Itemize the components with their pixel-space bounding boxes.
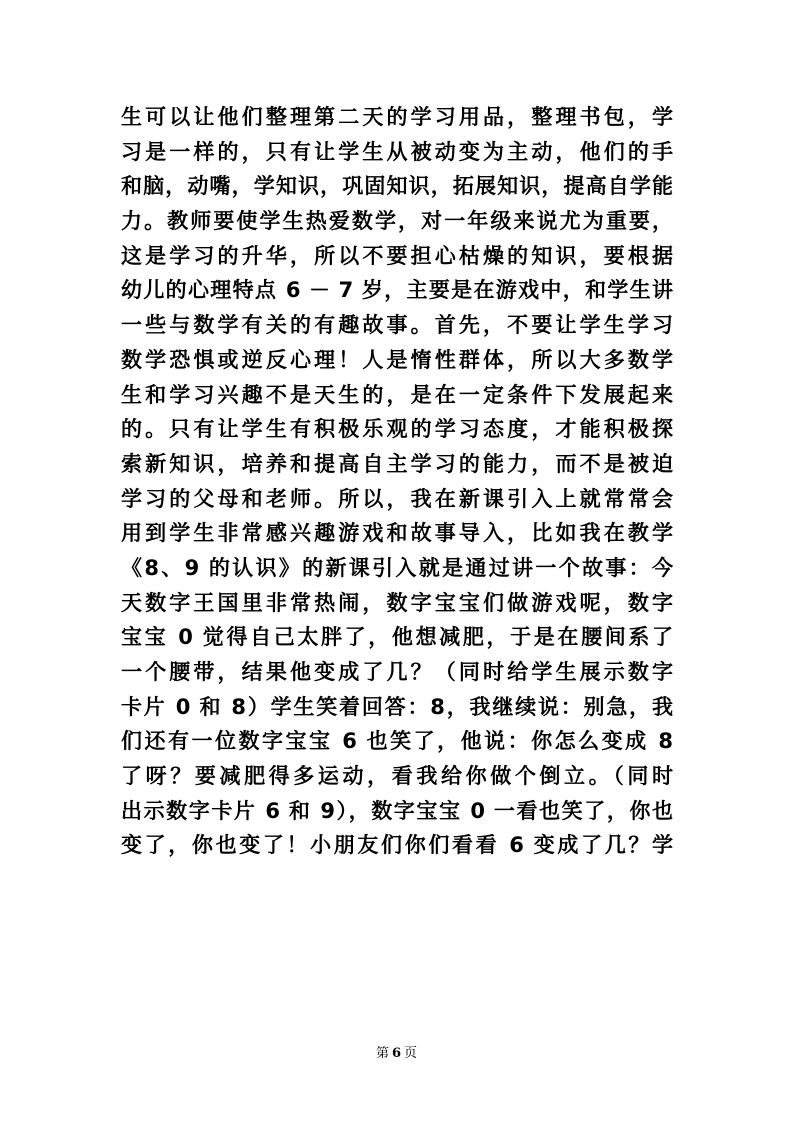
text-line: 一些与数学有关的有趣故事。首先，不要让学生学习 — [121, 313, 673, 338]
text-line: 变了，你也变了！小朋友们你们看看 6 变成了几？学 — [121, 833, 673, 858]
text-line: 习是一样的，只有让学生从被动变为主动，他们的手 — [121, 139, 673, 164]
text-line: 索新知识，培养和提高自主学习的能力，而不是被迫 — [121, 451, 673, 476]
footer-prefix: 第 — [375, 1046, 389, 1061]
text-line: 数学恐惧或逆反心理！人是惰性群体，所以大多数学 — [121, 347, 673, 372]
body-text — [121, 100, 673, 863]
text-line: 幼儿的心理特点 6 － 7 岁，主要是在游戏中，和学生讲 — [121, 278, 673, 303]
text-line: 的。只有让学生有积极乐观的学习态度，才能积极探 — [121, 417, 673, 442]
text-line: 用到学生非常感兴趣游戏和故事导入，比如我在教学 — [121, 521, 673, 546]
text-line: 力。教师要使学生热爱数学，对一年级来说尤为重要， — [121, 209, 673, 234]
text-line: 一个腰带，结果他变成了几？（同时给学生展示数字 — [121, 660, 673, 684]
text-line: 们还有一位数字宝宝 6 也笑了，他说：你怎么变成 8 — [121, 729, 673, 754]
text-line: 宝宝 0 觉得自己太胖了，他想减肥，于是在腰间系了 — [121, 625, 673, 650]
text-line: 卡片 0 和 8）学生笑着回答：8，我继续说：别急，我 — [121, 694, 673, 719]
text-line: 了呀？要减肥得多运动，看我给你做个倒立。（同时 — [121, 764, 673, 789]
text-line: 这是学习的升华，所以不要担心枯燥的知识，要根据 — [121, 243, 673, 268]
text-line: 和脑，动嘴，学知识，巩固知识，拓展知识，提高自学能 — [121, 174, 673, 199]
text-line: 出示数字卡片 6 和 9），数字宝宝 0 一看也笑了，你也 — [121, 798, 673, 823]
text-line: 《8、9 的认识》的新课引入就是通过讲一个故事：今 — [121, 555, 673, 580]
page-number: 6 — [391, 1046, 402, 1061]
text-line: 天数字王国里非常热闹，数字宝宝们做游戏呢，数字 — [121, 590, 673, 615]
text-line: 生可以让他们整理第二天的学习用品，整理书包，学 — [121, 105, 673, 129]
footer-suffix: 页 — [404, 1046, 418, 1061]
text-line: 生和学习兴趣不是天生的，是在一定条件下发展起来 — [121, 382, 673, 407]
page-footer — [0, 1042, 793, 1061]
text-line: 学习的父母和老师。所以，我在新课引入上就常常会 — [121, 486, 673, 511]
